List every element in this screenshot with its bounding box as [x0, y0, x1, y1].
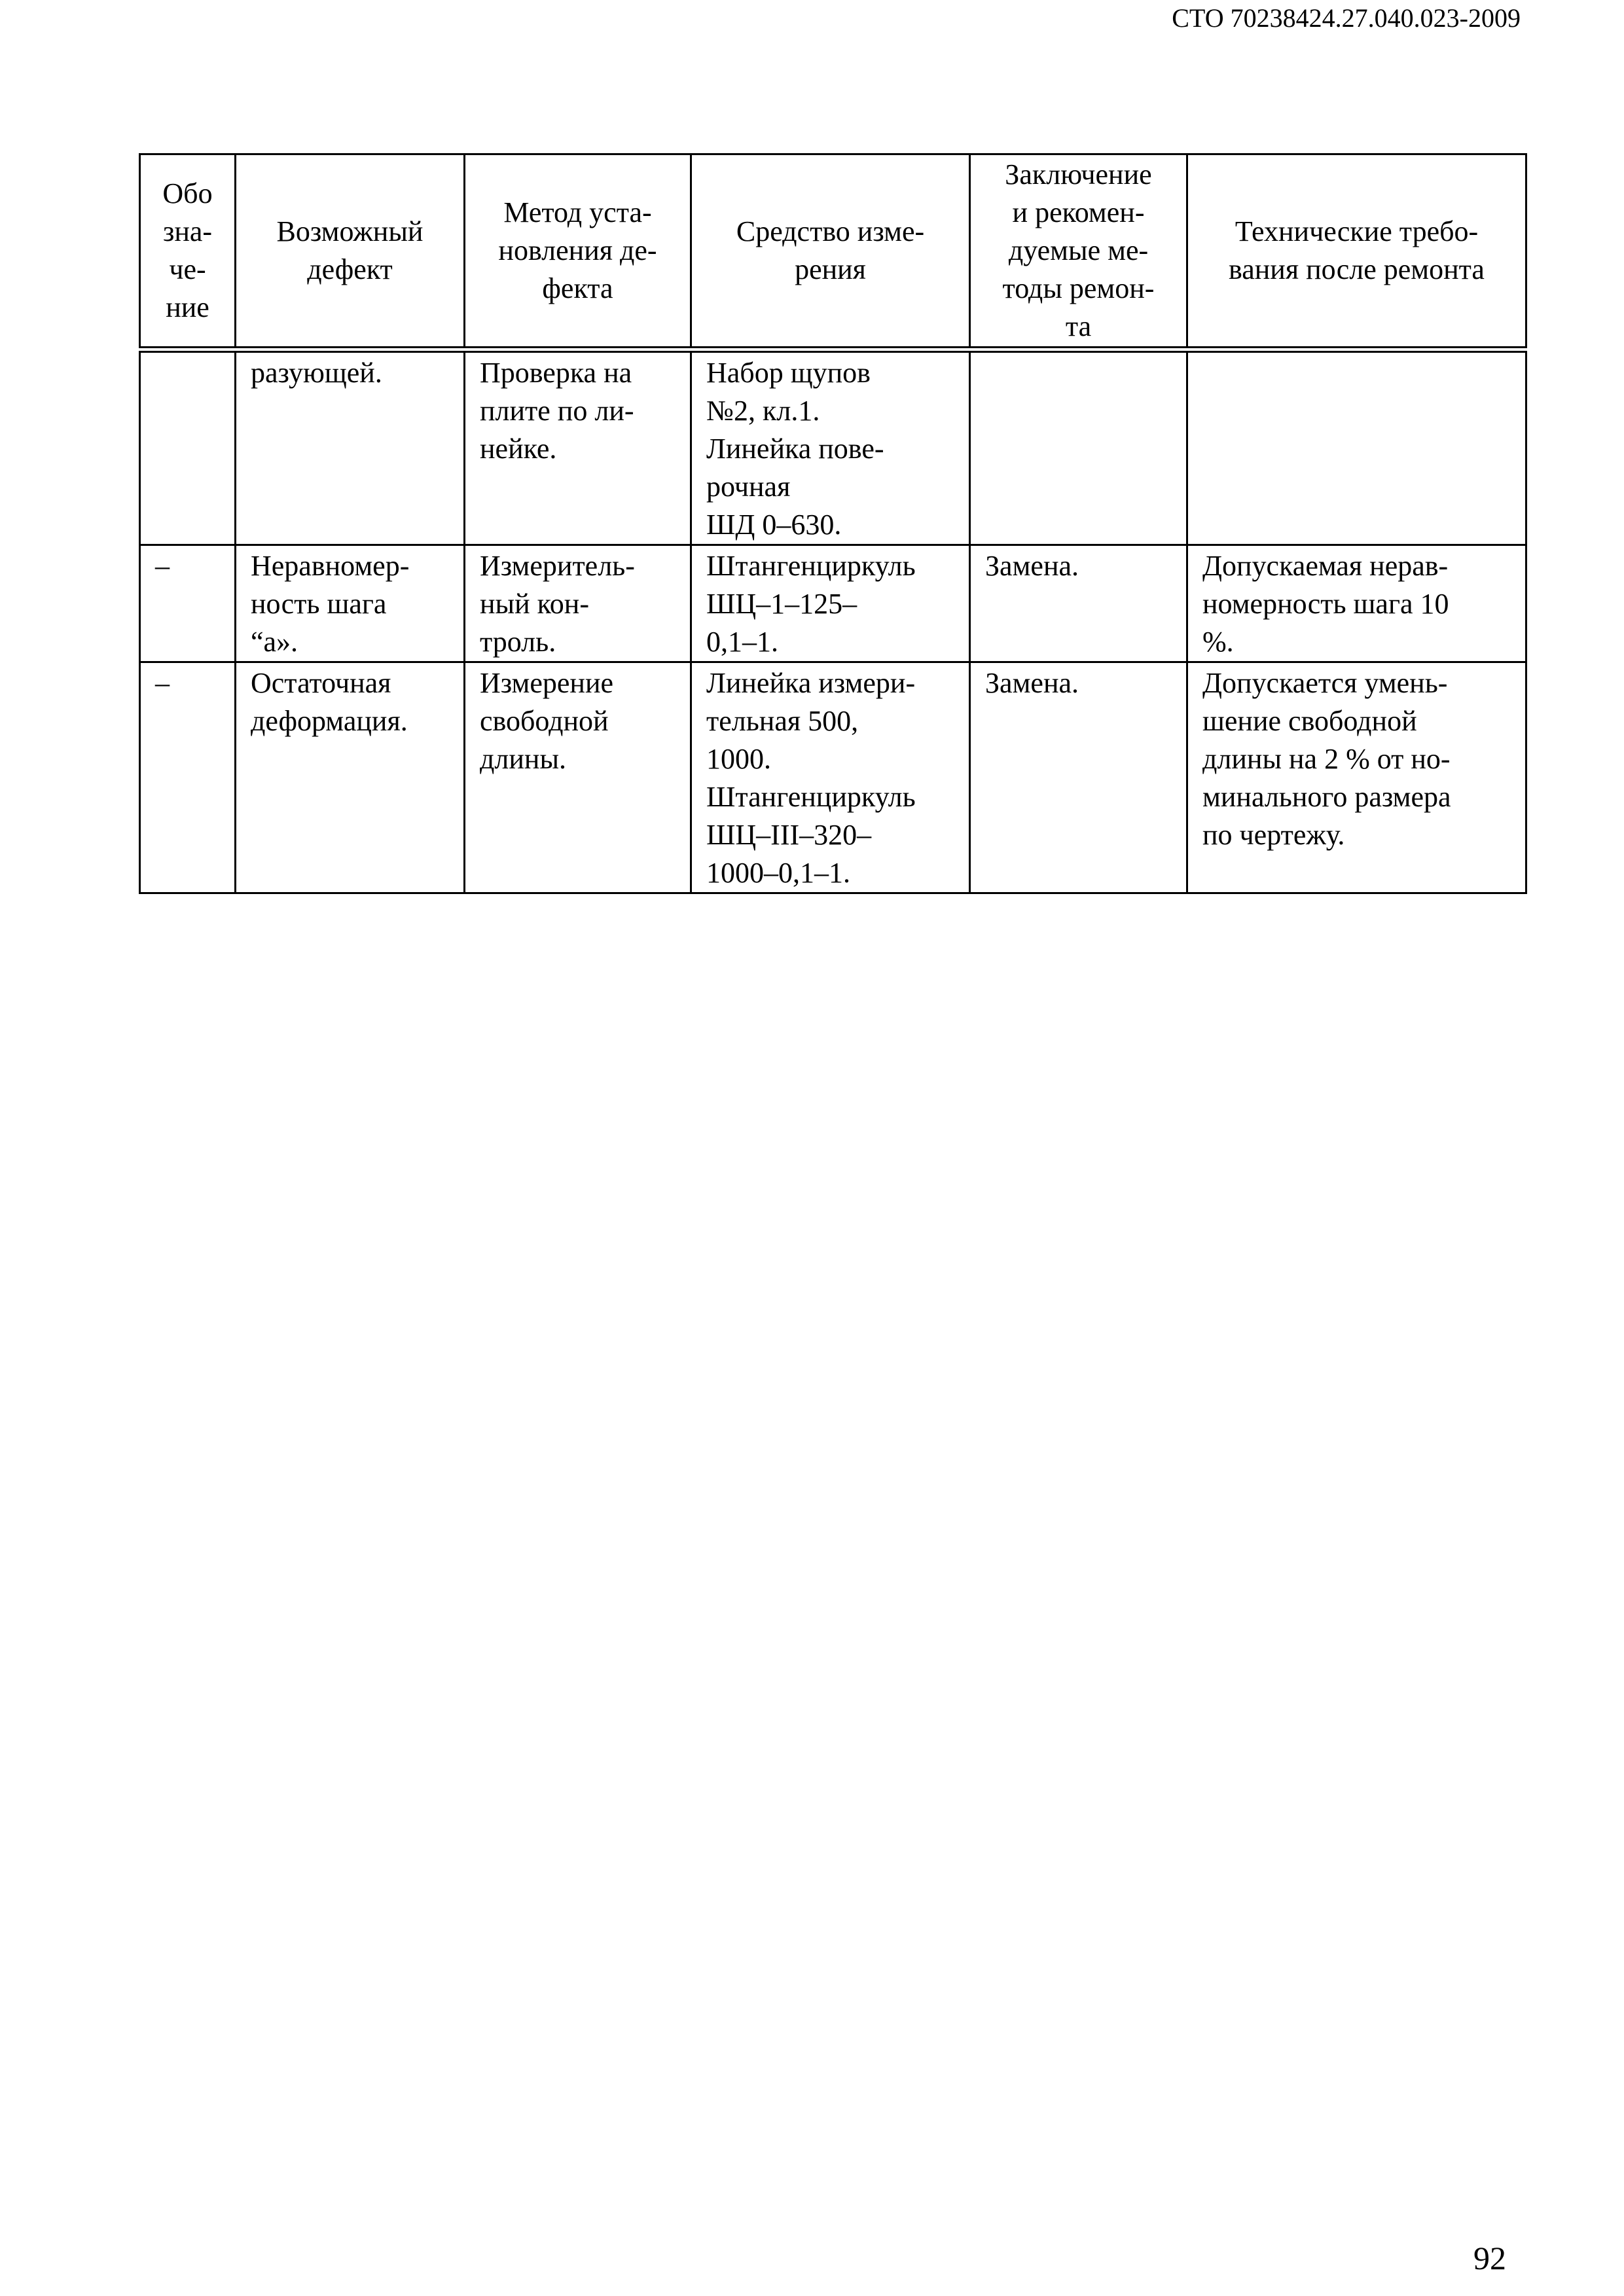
- cell-technical-requirements: Допускаемая нерав- номерность шага 10 %.: [1187, 545, 1526, 662]
- document-code: СТО 70238424.27.040.023-2009: [1172, 3, 1521, 33]
- header-possible-defect: Возможный дефект: [236, 154, 465, 350]
- cell-designation: [140, 350, 236, 545]
- page-number: 92: [1473, 2240, 1506, 2276]
- cell-measuring-tool: Штангенциркуль ШЦ–1–125– 0,1–1.: [691, 545, 970, 662]
- cell-technical-requirements: [1187, 350, 1526, 545]
- cell-detection-method: Измерение свободной длины.: [465, 662, 691, 893]
- header-designation: Обо зна- че- ние: [140, 154, 236, 350]
- cell-designation: –: [140, 545, 236, 662]
- header-repair-recommendation: Заключение и рекомен- дуемые ме- тоды ремон- та: [970, 154, 1187, 350]
- cell-detection-method: Измеритель- ный кон- троль.: [465, 545, 691, 662]
- header-measuring-tool: Средство изме- рения: [691, 154, 970, 350]
- table-body: [140, 350, 1526, 893]
- table-row: [140, 350, 1526, 545]
- cell-possible-defect: Остаточная деформация.: [236, 662, 465, 893]
- table-header: [140, 154, 1526, 350]
- defects-table: [139, 153, 1527, 894]
- cell-detection-method: Проверка на плите по ли- нейке.: [465, 350, 691, 545]
- cell-possible-defect: разующей.: [236, 350, 465, 545]
- cell-possible-defect: Неравномер- ность шага “а».: [236, 545, 465, 662]
- cell-technical-requirements: Допускается умень- шение свободной длины на 2 % от но- минального размера по чертежу.: [1187, 662, 1526, 893]
- cell-designation: –: [140, 662, 236, 893]
- table-row: [140, 545, 1526, 662]
- cell-repair-recommendation: Замена.: [970, 545, 1187, 662]
- cell-repair-recommendation: [970, 350, 1187, 545]
- header-row: [140, 154, 1526, 350]
- cell-measuring-tool: Линейка измери- тельная 500, 1000. Штангенциркуль ШЦ–III–320– 1000–0,1–1.: [691, 662, 970, 893]
- header-detection-method: Метод уста- новления де- фекта: [465, 154, 691, 350]
- cell-measuring-tool: Набор щупов №2, кл.1. Линейка пове- рочная ШД 0–630.: [691, 350, 970, 545]
- table-row: [140, 662, 1526, 893]
- header-technical-requirements: Технические требо- вания после ремонта: [1187, 154, 1526, 350]
- cell-repair-recommendation: Замена.: [970, 662, 1187, 893]
